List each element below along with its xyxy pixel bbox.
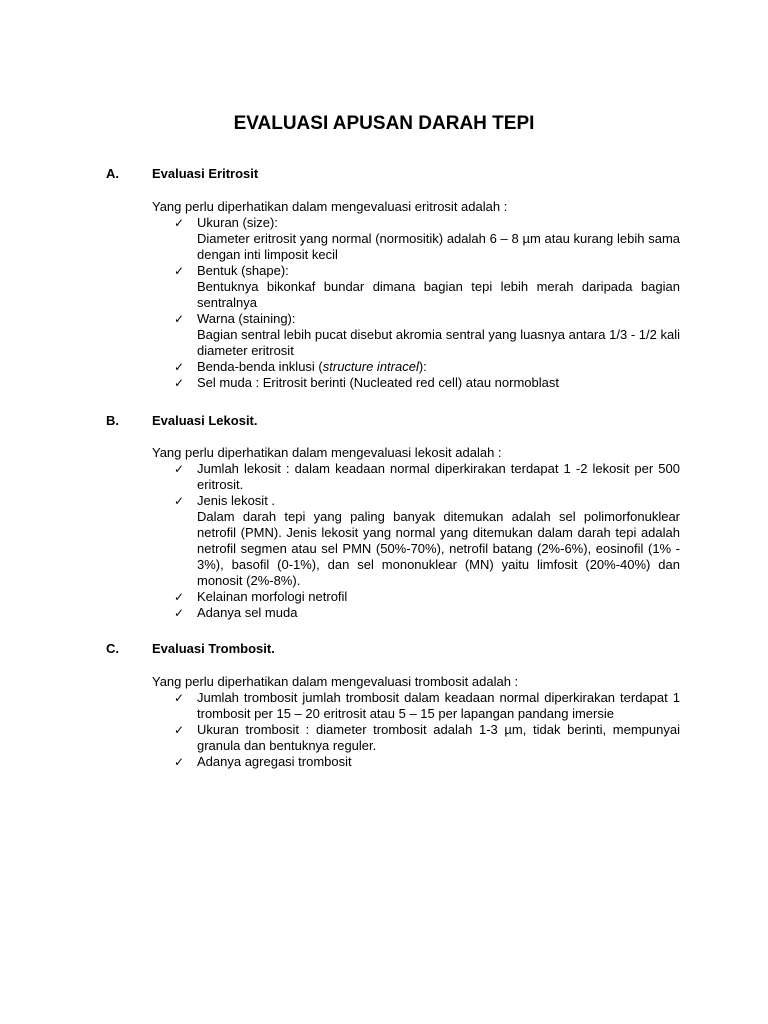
list-item xyxy=(0,690,768,722)
document-title: EVALUASI APUSAN DARAH TEPI xyxy=(233,113,535,134)
item-description: Bentuknya bikonkaf bundar dimana bagian tepi lebih merah daripada bagian sentralnya xyxy=(197,279,680,310)
list-item xyxy=(0,461,768,493)
item-description: Bagian sentral lebih pucat disebut akromia sentral yang luasnya antara 1/3 - 1/2 kali diameter eritrosit xyxy=(197,327,680,358)
check-icon: ✓ xyxy=(174,723,185,737)
list-item xyxy=(0,311,768,359)
item-label: Jenis lekosit . xyxy=(197,493,276,508)
section-intro: Yang perlu diperhatikan dalam mengevaluasi eritrosit adalah : xyxy=(152,199,508,214)
list-item xyxy=(0,493,768,589)
list-item xyxy=(0,375,768,391)
section-erythrocyte xyxy=(0,166,768,182)
section-heading xyxy=(0,166,768,182)
list-item xyxy=(0,722,768,754)
item-description: Diameter eritrosit yang normal (normositik) adalah 6 – 8 µm atau kurang lebih sama dengan inti limposit kecil xyxy=(197,231,680,262)
list-item xyxy=(0,359,768,375)
item-label: Benda-benda inklusi (structure intracel): xyxy=(197,359,427,374)
item-label: Warna (staining): xyxy=(197,311,296,326)
check-icon: ✓ xyxy=(174,606,185,620)
section-leukocyte xyxy=(0,413,768,429)
section-title: Evaluasi Eritrosit xyxy=(152,166,259,181)
check-icon: ✓ xyxy=(174,494,185,508)
section-heading xyxy=(0,413,768,429)
check-icon: ✓ xyxy=(174,264,185,278)
list-item xyxy=(0,754,768,770)
check-icon: ✓ xyxy=(174,462,185,476)
check-icon: ✓ xyxy=(174,216,185,230)
item-label: Sel muda : Eritrosit berinti (Nucleated red cell) atau normoblast xyxy=(197,375,559,390)
section-title: Evaluasi Lekosit. xyxy=(152,413,258,428)
check-icon: ✓ xyxy=(174,755,185,769)
section-title: Evaluasi Trombosit. xyxy=(152,641,275,656)
item-description: Ukuran trombosit : diameter trombosit adalah 1-3 µm, tidak berinti, mempunyai granula dan bentuknya reguler. xyxy=(197,722,680,753)
italic-term: structure intracel xyxy=(322,359,419,374)
item-label: Bentuk (shape): xyxy=(197,263,289,278)
list-item xyxy=(0,589,768,605)
section-intro: Yang perlu diperhatikan dalam mengevaluasi lekosit adalah : xyxy=(152,445,502,460)
list-item xyxy=(0,605,768,621)
section-letter: B. xyxy=(106,413,119,428)
item-description: Jumlah lekosit : dalam keadaan normal diperkirakan terdapat 1 -2 lekosit per 500 eritrosit. xyxy=(197,461,680,492)
checklist xyxy=(0,215,768,391)
section-heading xyxy=(0,641,768,657)
list-item xyxy=(0,263,768,311)
checklist xyxy=(0,690,768,770)
check-icon: ✓ xyxy=(174,312,185,326)
checklist xyxy=(0,461,768,621)
item-description: Jumlah trombosit jumlah trombosit dalam keadaan normal diperkirakan terdapat 1 trombosit per 15 – 20 eritrosit atau 5 – 15 per lapangan pandang imersie xyxy=(197,690,680,721)
check-icon: ✓ xyxy=(174,360,185,374)
section-letter: A. xyxy=(106,166,119,181)
list-item xyxy=(0,215,768,263)
section-thrombocyte xyxy=(0,641,768,657)
item-label: Adanya sel muda xyxy=(197,605,298,620)
section-letter: C. xyxy=(106,641,119,656)
item-label: Ukuran (size): xyxy=(197,215,278,230)
item-label: Adanya agregasi trombosit xyxy=(197,754,352,769)
check-icon: ✓ xyxy=(174,376,185,390)
item-label: Kelainan morfologi netrofil xyxy=(197,589,348,604)
check-icon: ✓ xyxy=(174,590,185,604)
item-description: Dalam darah tepi yang paling banyak ditemukan adalah sel polimorfonuklear netrofil (PMN). Jenis lekosit yang normal yang ditemukan dalam darah tepi adalah netrofil segmen atau sel PMN (50%-70%), netrofil batang (2%-6%), eosinofil (1% - 3%), basofil (0-1%), dan sel mononuklear (MN) yaitu limfosit (20%-40%) dan monosit (2%-8%). xyxy=(197,509,680,588)
check-icon: ✓ xyxy=(174,691,185,705)
section-intro: Yang perlu diperhatikan dalam mengevaluasi trombosit adalah : xyxy=(152,674,519,689)
